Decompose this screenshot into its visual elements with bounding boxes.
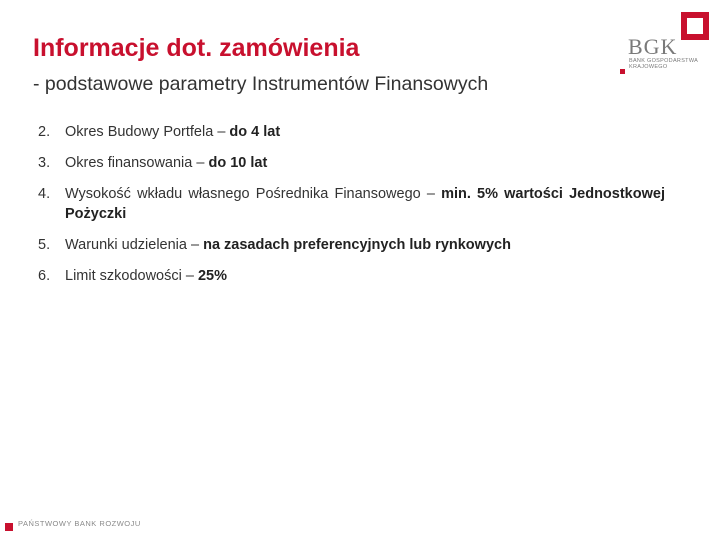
item-value: do 4 lat: [229, 124, 281, 140]
list-item: [38, 266, 665, 286]
parameters-list: [38, 122, 665, 297]
page-title: Informacje dot. zamówienia: [33, 34, 360, 62]
footer: [0, 514, 200, 534]
logo-letters: BGK: [628, 34, 678, 59]
item-number: 4.: [38, 186, 51, 202]
list-item: [38, 235, 665, 255]
list-item: [38, 122, 665, 142]
logo-subtext: BANK GOSPODARSTWA KRAJOWEGO: [629, 58, 698, 70]
item-number: 6.: [38, 268, 51, 284]
item-text: Okres finansowania –: [65, 155, 209, 171]
item-number: 5.: [38, 237, 51, 253]
footer-text: PAŃSTWOWY BANK ROZWOJU: [18, 519, 141, 528]
item-value: 25%: [197, 268, 227, 284]
item-text: Limit szkodowości –: [65, 268, 198, 284]
logo-dot-icon: [620, 69, 625, 74]
item-text: Wysokość wkładu własnego Pośrednika Finansowego –: [65, 186, 442, 202]
logo-square-icon: [681, 12, 709, 40]
item-value: min. 5% wartości Jednostkowej Pożyczki: [65, 186, 665, 222]
item-number: 3.: [38, 155, 51, 171]
list-item: [38, 153, 665, 173]
page-subtitle: - podstawowe parametry Instrumentów Finansowych: [33, 73, 489, 95]
list-item: [38, 184, 665, 224]
item-value: na zasadach preferencyjnych lub rynkowych: [203, 237, 511, 253]
item-value: do 10 lat: [208, 155, 268, 171]
footer-dot-icon: [5, 523, 13, 531]
item-number: 2.: [38, 124, 51, 140]
bgk-logo: [618, 12, 714, 78]
item-text: Warunki udzielenia –: [65, 237, 204, 253]
item-text: Okres Budowy Portfela –: [65, 124, 230, 140]
